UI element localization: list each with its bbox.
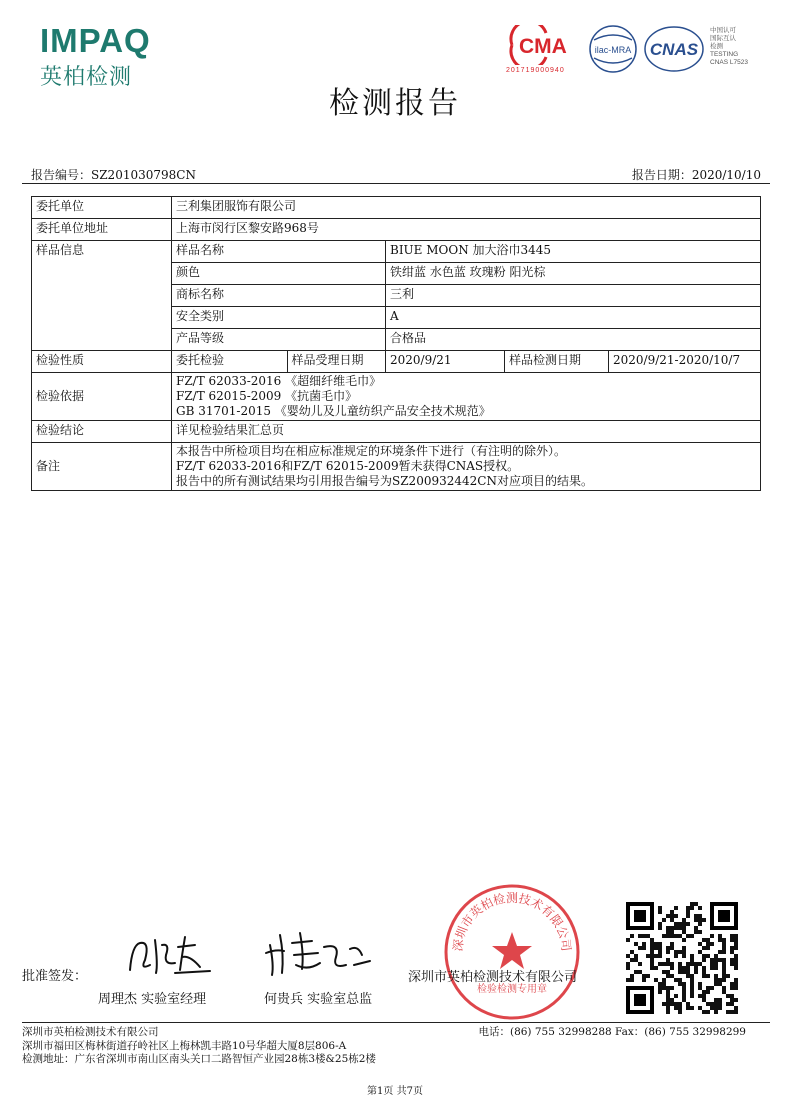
cnas-cn-line: 检测 xyxy=(710,43,723,50)
conclusion-value: 详见检验结果汇总页 xyxy=(172,421,761,443)
conclusion-label: 检验结论 xyxy=(32,421,172,443)
cnas-en-line: TESTING xyxy=(710,51,739,58)
sample-field-value: BIUE MOON 加大浴巾3445 xyxy=(386,241,761,263)
sample-field-label: 颜色 xyxy=(172,263,386,285)
table-row xyxy=(32,241,761,263)
page-title: 检测报告 xyxy=(329,86,461,121)
client-value: 三利集团服饰有限公司 xyxy=(172,197,761,219)
footer-address: 深圳市福田区梅林街道孖岭社区上梅林凯丰路10号华超大厦8层806-A xyxy=(22,1040,347,1052)
signer-2-caption: 何贵兵 实验室总监 xyxy=(264,992,373,1007)
qr-code xyxy=(626,902,738,1018)
sample-field-label: 安全类别 xyxy=(172,307,386,329)
cnas-cn-line: 国际互认 xyxy=(710,35,736,42)
cma-logo-icon xyxy=(506,25,576,65)
ilac-mra-mark xyxy=(588,24,638,74)
received-date-value: 2020/9/21 xyxy=(386,351,505,373)
remark-line: 本报告中所检项目均在相应标准规定的环境条件下进行（有注明的除外）。 xyxy=(176,444,567,458)
client-label: 委托单位 xyxy=(32,197,172,219)
signature-zhou xyxy=(120,925,220,984)
footer-divider xyxy=(22,1022,770,1023)
nature-label: 检验性质 xyxy=(32,351,172,373)
company-logo: IMPAQ xyxy=(40,22,151,59)
signing-company: 深圳市英柏检测技术有限公司 xyxy=(408,970,578,985)
received-date-label: 样品受理日期 xyxy=(287,351,385,373)
basis-standard: FZ/T 62033-2016 《超细纤维毛巾》 xyxy=(176,374,382,388)
approval-label: 批准签发： xyxy=(22,969,88,984)
remark-line: FZ/T 62033-2016和FZ/T 62015-2009暂未获得CNAS授权。 xyxy=(176,459,520,473)
report-date: 报告日期：2020/10/10 xyxy=(631,168,761,182)
sample-field-value: 铁绀蓝 水色蓝 玫瑰粉 阳光棕 xyxy=(386,263,761,285)
qr-code-icon xyxy=(626,902,738,1014)
svg-text:CNAS: CNAS xyxy=(649,40,699,59)
cnas-cn-line: 中国认可 xyxy=(710,27,736,34)
cma-number: 201719000940 xyxy=(506,67,565,74)
remarks-label: 备注 xyxy=(32,443,172,491)
cnas-mark xyxy=(643,24,705,74)
table-row xyxy=(32,219,761,241)
report-number: 报告编号：SZ201030798CN xyxy=(31,168,196,182)
sample-info-label: 样品信息 xyxy=(32,241,172,351)
sample-field-value: 合格品 xyxy=(386,329,761,351)
svg-text:检验检测专用章: 检验检测专用章 xyxy=(477,984,547,995)
remark-line: 报告中的所有测试结果均引用报告编号为SZ200932442CN对应项目的结果。 xyxy=(176,474,593,488)
footer-phone: 电话：(86) 755 32998288 Fax：(86) 755 32998299 xyxy=(478,1026,746,1038)
basis-label: 检验依据 xyxy=(32,373,172,421)
ilac-globe-icon xyxy=(588,24,638,74)
table-row xyxy=(32,373,761,421)
sample-field-value: A xyxy=(386,307,761,329)
svg-text:深圳市英柏检测技术有限公司: 深圳市英柏检测技术有限公司 xyxy=(450,891,574,953)
table-row xyxy=(32,197,761,219)
sample-field-label: 商标名称 xyxy=(172,285,386,307)
footer-lab-address: 检测地址：广东省深圳市南山区南头关口二路智恒产业园28栋3楼&25栋2楼 xyxy=(22,1053,376,1065)
cnas-logo-icon xyxy=(643,24,705,74)
report-info-table xyxy=(31,196,761,491)
handwritten-signature-icon xyxy=(262,925,382,980)
cnas-en-line: CNAS L7523 xyxy=(710,59,748,66)
svg-text:ilac-MRA: ilac-MRA xyxy=(594,45,632,55)
table-row xyxy=(32,443,761,491)
sample-field-label: 产品等级 xyxy=(172,329,386,351)
svg-text:CMA: CMA xyxy=(519,35,567,58)
official-seal-icon xyxy=(440,880,585,1025)
company-logo-subtitle: 英柏检测 xyxy=(40,65,133,90)
address-value: 上海市闵行区黎安路968号 xyxy=(172,219,761,241)
sample-field-value: 三利 xyxy=(386,285,761,307)
handwritten-signature-icon xyxy=(120,925,220,980)
nature-value: 委托检验 xyxy=(172,351,288,373)
address-label: 委托单位地址 xyxy=(32,219,172,241)
cma-mark xyxy=(506,25,576,74)
basis-value xyxy=(172,373,761,421)
page-number: 第1页 共7页 xyxy=(367,1086,423,1097)
test-date-value: 2020/9/21-2020/10/7 xyxy=(609,351,761,373)
table-row xyxy=(32,421,761,443)
table-row xyxy=(32,351,761,373)
basis-standard: GB 31701-2015 《婴幼儿及儿童纺织产品安全技术规范》 xyxy=(176,404,491,418)
remarks-value xyxy=(172,443,761,491)
signer-1-caption: 周理杰 实验室经理 xyxy=(98,992,207,1007)
test-date-label: 样品检测日期 xyxy=(505,351,609,373)
basis-standard: FZ/T 62015-2009 《抗菌毛巾》 xyxy=(176,389,358,403)
header-divider xyxy=(22,183,770,184)
company-seal xyxy=(440,880,585,1029)
signature-he xyxy=(262,925,382,984)
footer-company: 深圳市英柏检测技术有限公司 xyxy=(22,1026,159,1038)
sample-field-label: 样品名称 xyxy=(172,241,386,263)
cnas-accreditation-text xyxy=(710,27,748,67)
